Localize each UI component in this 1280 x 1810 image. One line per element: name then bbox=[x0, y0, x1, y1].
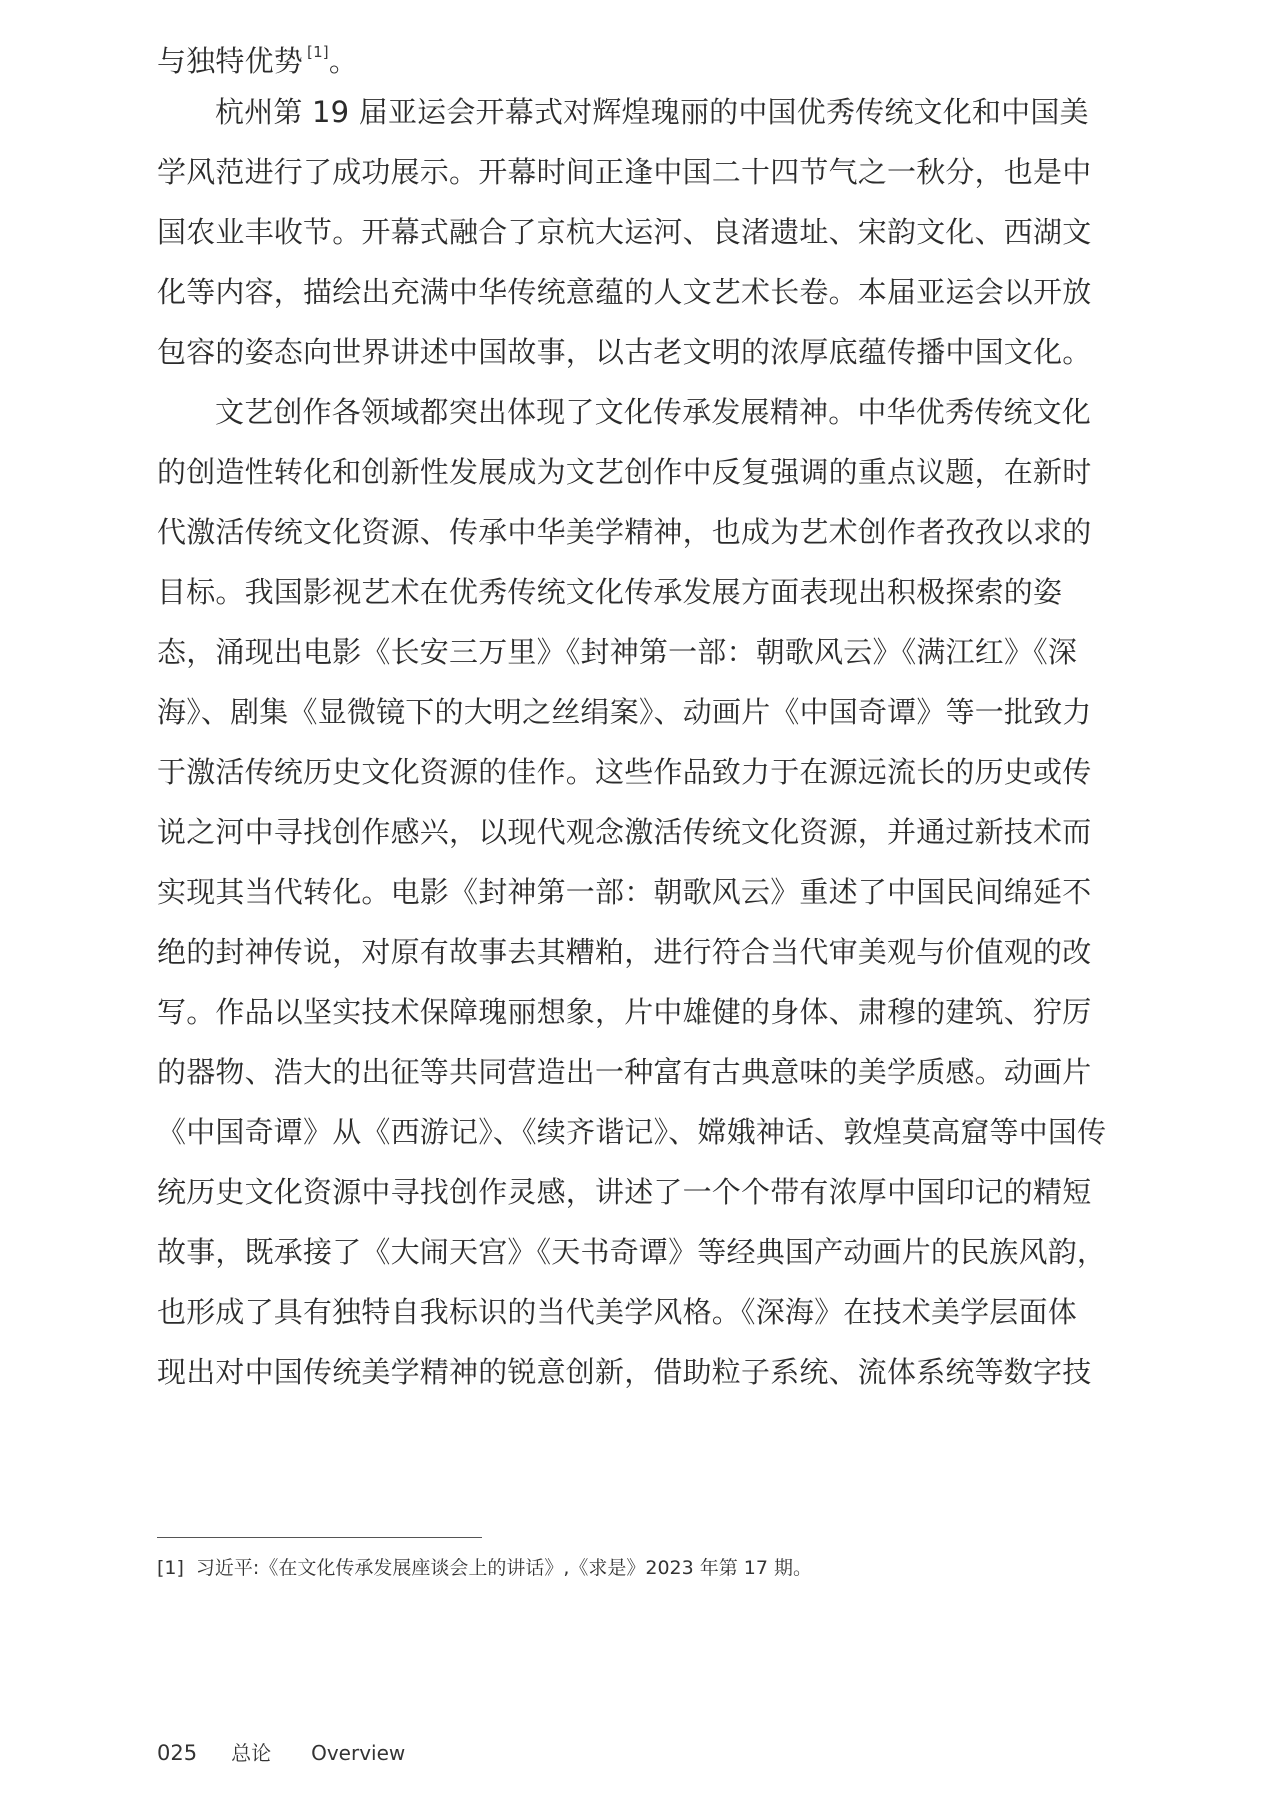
footnote-text: 习近平:《在文化传承发展座谈会上的讲话》,《求是》2023 年第 17 期。 bbox=[195, 1557, 813, 1579]
text-line: 《中国奇谭》从《西游记》、《续齐谐记》、嫦娥神话、敦煌莫高窟等中国传 bbox=[157, 1115, 1107, 1149]
footnote-number: [1] bbox=[157, 1557, 184, 1579]
text-line-punctuation: 。 bbox=[328, 44, 359, 78]
text-line: 也形成了具有独特自我标识的当代美学风格。《深海》在技术美学层面体 bbox=[157, 1295, 1077, 1329]
text-line: 学风范进行了成功展示。开幕时间正逢中国二十四节气之一秋分，也是中 bbox=[157, 155, 1092, 189]
paragraph-start-line: 杭州第 19 届亚运会开幕式对辉煌瑰丽的中国优秀传统文化和中国美 bbox=[215, 95, 1089, 129]
footnote bbox=[157, 1553, 812, 1583]
text-line: 现出对中国传统美学精神的锐意创新，借助粒子系统、流体系统等数字技 bbox=[157, 1355, 1092, 1389]
section-title-en: Overview bbox=[311, 1741, 406, 1765]
text-line: 代激活传统文化资源、传承中华美学精神，也成为艺术创作者孜孜以求的 bbox=[157, 515, 1092, 549]
text-line: 统历史文化资源中寻找创作灵感，讲述了一个个带有浓厚中国印记的精短 bbox=[157, 1175, 1092, 1209]
footnote-reference[interactable]: [1] bbox=[307, 43, 329, 61]
text-line: 化等内容，描绘出充满中华传统意蕴的人文艺术长卷。本届亚运会以开放 bbox=[157, 275, 1092, 309]
text-line: 绝的封神传说，对原有故事去其糟粕，进行符合当代审美观与价值观的改 bbox=[157, 935, 1092, 969]
text-line: 的创造性转化和创新性发展成为文艺创作中反复强调的重点议题，在新时 bbox=[157, 455, 1092, 489]
text-line: 国农业丰收节。开幕式融合了京杭大运河、良渚遗址、宋韵文化、西湖文 bbox=[157, 215, 1092, 249]
text-line: 的器物、浩大的出征等共同营造出一种富有古典意味的美学质感。动画片 bbox=[157, 1055, 1092, 1089]
text-line: 海》、剧集《显微镜下的大明之丝绢案》、动画片《中国奇谭》等一批致力 bbox=[157, 695, 1092, 729]
text-line: 态，涌现出电影《长安三万里》《封神第一部：朝歌风云》《满江红》《深 bbox=[157, 635, 1078, 669]
text-line: 故事，既承接了《大闹天宫》《天书奇谭》等经典国产动画片的民族风韵， bbox=[157, 1235, 1107, 1269]
text-line: 于激活传统历史文化资源的佳作。这些作品致力于在源远流长的历史或传 bbox=[157, 755, 1092, 789]
text-line: 说之河中寻找创作感兴，以现代观念激活传统文化资源，并通过新技术而 bbox=[157, 815, 1092, 849]
text-line: 写。作品以坚实技术保障瑰丽想象，片中雄健的身体、肃穆的建筑、狞厉 bbox=[157, 995, 1092, 1029]
page-number: 025 bbox=[157, 1741, 198, 1765]
text-line bbox=[157, 22, 1132, 82]
paragraph-start-line: 文艺创作各领域都突出体现了文化传承发展精神。中华优秀传统文化 bbox=[215, 395, 1092, 429]
text-line: 包容的姿态向世界讲述中国故事，以古老文明的浓厚底蕴传播中国文化。 bbox=[157, 335, 1092, 369]
body-text bbox=[157, 22, 1132, 1402]
text-line: 实现其当代转化。电影《封神第一部：朝歌风云》重述了中国民间绵延不 bbox=[157, 875, 1092, 909]
page-footer bbox=[157, 1738, 405, 1768]
section-title-cn: 总论 bbox=[231, 1741, 272, 1765]
text-line: 目标。我国影视艺术在优秀传统文化传承发展方面表现出积极探索的姿 bbox=[157, 575, 1063, 609]
text-line-content: 与独特优势 bbox=[157, 44, 304, 78]
footnote-divider bbox=[157, 1537, 482, 1538]
